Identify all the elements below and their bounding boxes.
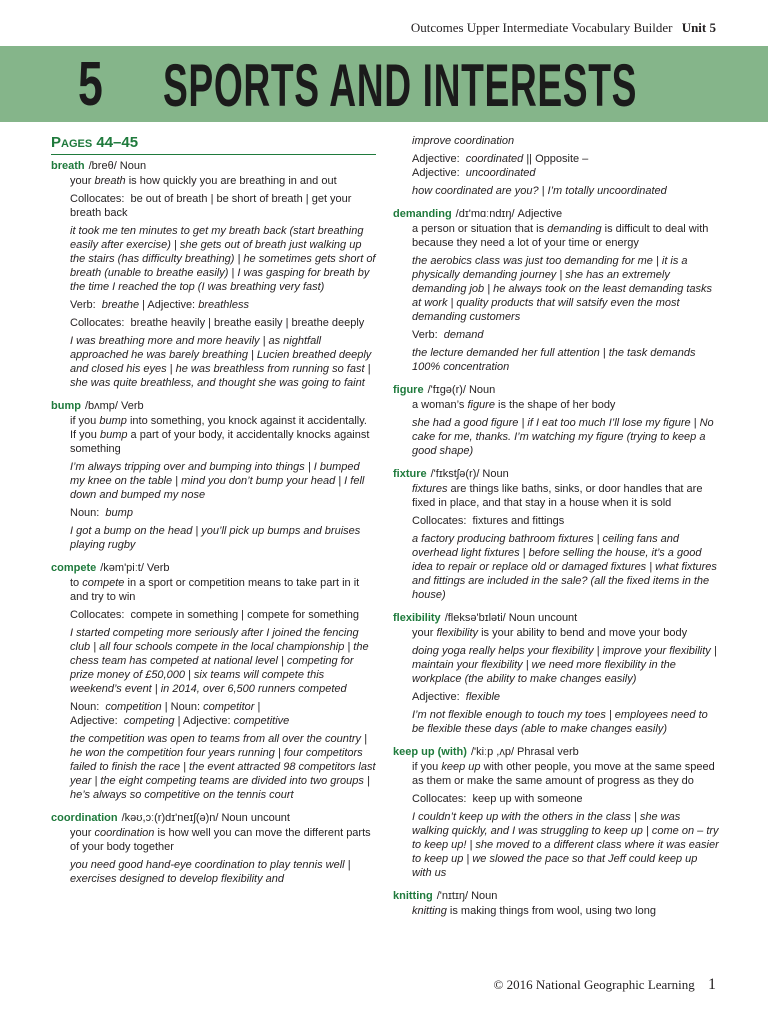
part-of-speech: Noun	[468, 384, 496, 396]
running-header	[411, 20, 716, 36]
book-title: Outcomes Upper Intermediate Vocabulary Builder	[410, 20, 673, 35]
examples: you need good hand-eye coordination to play tennis well | exercises designed to develop flexibility and	[70, 859, 351, 885]
pronunciation: /kəm'piːt/	[100, 562, 144, 574]
collocates: Collocates: keep up with someone	[412, 793, 583, 805]
part-of-speech: Noun	[482, 468, 509, 480]
examples: doing yoga really helps your flexibility | improve your flexibility | maintain your flexibility | we need more flexibility in the workplace (the ability to make changes easily)	[412, 645, 717, 685]
headword: breath	[51, 160, 85, 172]
pages-heading: Pages 44–45	[51, 134, 376, 155]
unit-label: Unit 5	[681, 20, 716, 35]
part-of-speech: Noun	[119, 160, 147, 172]
headword: figure	[393, 384, 424, 396]
examples: the competition was open to teams from all over the country | he won the competition four years running | four competitors failed to finish the race | the event attracted 98 competitors last year | the eight competing teams are divided into two groups | he’s always so competitive on the tennis court	[70, 733, 376, 801]
entry-fixture	[393, 467, 719, 602]
entry-coordination	[51, 811, 376, 886]
entry-figure	[393, 383, 719, 458]
word-forms: Verb: demand	[412, 329, 484, 341]
definition: a woman’s figure is the shape of her body	[412, 399, 616, 411]
pronunciation: /'fɪkstʃə(r)/	[430, 468, 480, 480]
entry-keep-up	[393, 745, 719, 880]
definition: knitting is making things from wool, using two long	[412, 905, 656, 917]
collocates: Collocates: fixtures and fittings	[412, 515, 565, 527]
pronunciation: /breθ/	[88, 160, 117, 172]
definition: your flexibility is your ability to bend and move your body	[412, 627, 688, 639]
examples: she had a good figure | if I eat too much I’ll lose my figure | No cake for me, thanks. I’m watching my figure (trying to keep a good shape)	[412, 417, 714, 457]
part-of-speech: Noun uncount	[508, 612, 578, 624]
examples: a factory producing bathroom fixtures | ceiling fans and overhead light fixtures | before selling the house, it’s a good idea to repair or replace old or damaged fixtures | what fixtures and fittings are included in the sale? (all the fixed items in the house)	[412, 533, 717, 601]
headword: flexibility	[393, 612, 441, 624]
entry-bump	[51, 399, 376, 552]
page-footer	[494, 976, 716, 994]
examples: I got a bump on the head | you’ll pick up bumps and bruises playing rugby	[70, 525, 361, 551]
headword: coordination	[51, 812, 118, 824]
headword: demanding	[393, 208, 452, 220]
word-forms: Adjective: flexible	[412, 691, 501, 703]
entry-breath	[51, 159, 376, 390]
examples: I was breathing more and more heavily | as nightfall approached he was barely breathing | Lucien breathed deeply and closed his eyes | he was breathless from running so fast | she was quite breathless, and thought she was going to faint	[70, 335, 372, 389]
pronunciation: /dɪ'mɑːndɪŋ/	[455, 208, 515, 220]
entry-flexibility	[393, 611, 719, 736]
entry-knitting	[393, 889, 719, 918]
examples: the lecture demanded her full attention | the task demands 100% concentration	[412, 347, 696, 373]
headword: knitting	[393, 890, 433, 902]
collocates: Collocates: compete in something | compete for something	[70, 609, 359, 621]
unit-banner	[0, 46, 768, 122]
part-of-speech: Verb	[120, 400, 144, 412]
entry-compete	[51, 561, 376, 802]
word-forms: Noun: bump	[70, 507, 133, 519]
examples: improve coordination	[412, 135, 515, 147]
part-of-speech: Phrasal verb	[517, 746, 579, 758]
copyright: © 2016 National Geographic Learning	[493, 977, 695, 992]
pronunciation: /fleksə'bɪləti/	[444, 612, 506, 624]
definition: if you bump into something, you knock against it accidentally. If you bump a part of your body, it accidentally knocks against something	[70, 415, 370, 455]
examples: I’m not flexible enough to touch my toes | employees need to be flexible these days (able to make changes easily)	[412, 709, 708, 735]
headword: keep up (with)	[393, 746, 467, 758]
collocates: Collocates: be out of breath | be short of breath | get your breath back	[70, 193, 352, 219]
definition: your coordination is how well you can move the different parts of your body together	[70, 827, 371, 853]
pronunciation: /'kiːp ,ʌp/	[470, 746, 515, 758]
definition: your breath is how quickly you are breathing in and out	[70, 175, 337, 187]
entry-coordination-continued	[393, 134, 719, 198]
pronunciation: /bʌmp/	[84, 400, 118, 412]
definition: if you keep up with other people, you move at the same speed as them or make the same amount of progress as they do	[412, 761, 715, 787]
examples: it took me ten minutes to get my breath back (start breathing easily after exercise) | she gets out of breath just walking up the stairs (has difficulty breathing) | he sometimes gets short of breath (unable to breathe easily) | I was gasping for breath by the time I reached the top (I was breathing very fast)	[70, 225, 376, 293]
definition: a person or situation that is demanding is difficult to deal with because they need a lot of your time or energy	[412, 223, 709, 249]
headword: fixture	[393, 468, 427, 480]
examples: the aerobics class was just too demanding for me | it is a physically demanding journey | she has an extremely demanding job | he always took on the least demanding tasks at work | quality products that will satsify even the most demanding customers	[412, 255, 713, 323]
word-forms: Adjective: coordinated || Opposite – Adjective: uncoordinated	[412, 153, 589, 179]
left-column	[51, 134, 376, 895]
part-of-speech: Verb	[146, 562, 170, 574]
part-of-speech: Noun	[471, 890, 498, 902]
headword: bump	[51, 400, 81, 412]
part-of-speech: Adjective	[517, 208, 563, 220]
word-forms: Verb: breathe | Adjective: breathless	[70, 299, 249, 311]
examples: I’m always tripping over and bumping into things | I bumped my knee on the table | mind you don’t bump your head | I fell down and bumped my nose	[70, 461, 365, 501]
unit-number: 5	[78, 50, 103, 119]
examples: I couldn’t keep up with the others in the class | she was walking quickly, and I was struggling to keep up | come on – try to keep up! | she moved to a different class where it was easier to keep up | we slowed the pace so that Jeff could keep up with us	[412, 811, 719, 879]
examples: I started competing more seriously after I joined the fencing club | all four schools compete in the local championship | the chess team has competed at national level | competing for prize money of £50,000 | six teams will compete this weekend’s event | in 2014, over 6,500 runners competed	[70, 627, 369, 695]
entry-demanding	[393, 207, 719, 374]
examples: how coordinated are you? | I’m totally uncoordinated	[412, 185, 667, 197]
definition: fixtures are things like baths, sinks, or door handles that are fixed in place, and that stay in a house when it is sold	[412, 483, 703, 509]
pronunciation: /'fɪɡə(r)/	[427, 384, 466, 396]
pronunciation: /kəʊ,ɔː(r)dɪ'neɪʃ(ə)n/	[121, 812, 219, 824]
page-number: 1	[708, 976, 716, 993]
unit-title: SPORTS AND INTERESTS	[163, 52, 638, 119]
pronunciation: /'nɪtɪŋ/	[436, 890, 469, 902]
word-forms: Noun: competition | Noun: competitor | Adjective: competing | Adjective: competitive	[70, 701, 290, 727]
definition: to compete in a sport or competition means to take part in it and try to win	[70, 577, 360, 603]
headword: compete	[51, 562, 97, 574]
part-of-speech: Noun uncount	[221, 812, 290, 824]
collocates: Collocates: breathe heavily | breathe easily | breathe deeply	[70, 317, 365, 329]
right-column	[393, 134, 719, 927]
